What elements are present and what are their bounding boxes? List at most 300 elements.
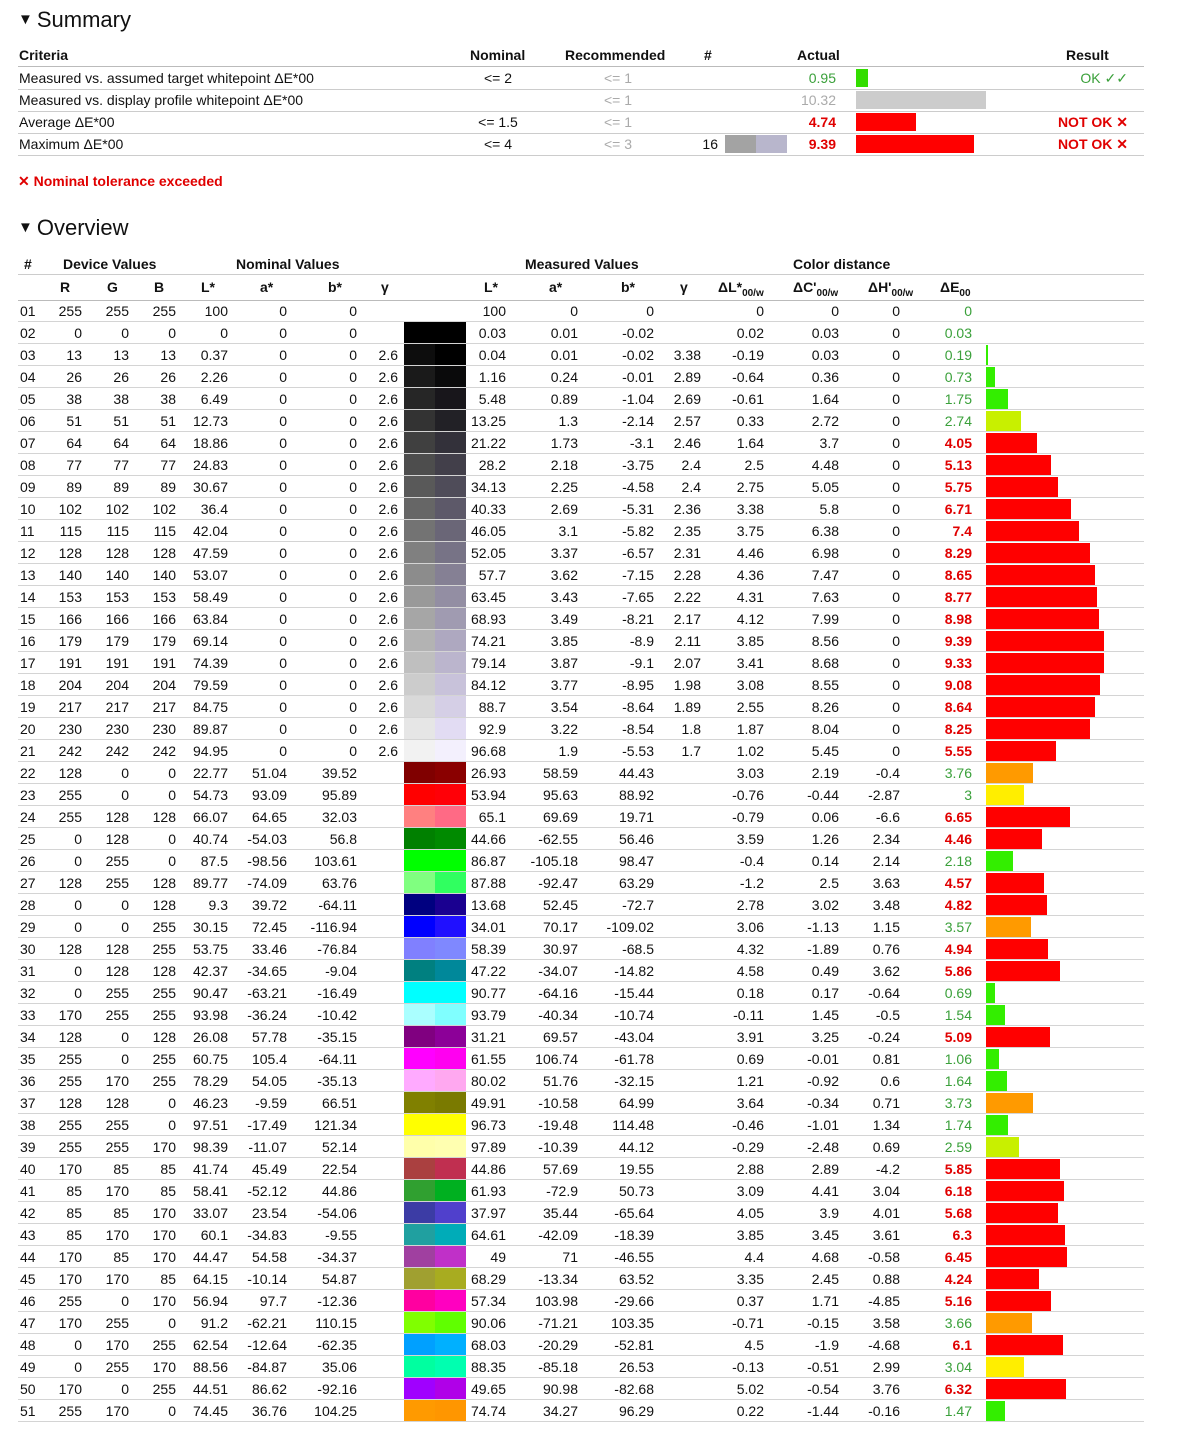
device-g: 255 xyxy=(105,985,129,1001)
measured-a: 0.89 xyxy=(550,391,578,407)
delta-c: -0.34 xyxy=(807,1095,839,1111)
nominal-a: 0 xyxy=(279,457,287,473)
measured-b: -72.7 xyxy=(622,897,654,913)
delta-c: 0.03 xyxy=(811,347,839,363)
summary-row xyxy=(18,111,1144,134)
nominal-l: 26.08 xyxy=(192,1029,228,1045)
measured-swatch xyxy=(435,894,466,915)
nominal-b: -64.11 xyxy=(318,1051,357,1067)
measured-b: -109.02 xyxy=(606,919,654,935)
nominal-gamma: 2.6 xyxy=(378,589,398,605)
delta-e-bar xyxy=(986,1291,1051,1311)
actual-bar xyxy=(856,113,916,131)
nominal-b: 32.03 xyxy=(321,809,357,825)
device-r: 0 xyxy=(74,919,82,935)
nominal-gamma: 2.6 xyxy=(378,479,398,495)
measured-gamma: 2.89 xyxy=(673,369,701,385)
delta-h: -0.24 xyxy=(868,1029,900,1045)
device-b: 170 xyxy=(152,1139,176,1155)
measured-l: 96.68 xyxy=(470,743,506,759)
patch-number: 13 xyxy=(20,567,36,583)
measured-l: 58.39 xyxy=(470,941,506,957)
device-g: 153 xyxy=(105,589,129,605)
delta-h: 3.48 xyxy=(872,897,900,913)
patch-number: 01 xyxy=(20,303,36,319)
measured-swatch xyxy=(435,872,466,893)
nominal-l: 24.83 xyxy=(192,457,228,473)
device-g: 0 xyxy=(121,1051,129,1067)
measured-a: 34.27 xyxy=(542,1403,578,1419)
measured-b: -7.15 xyxy=(622,567,654,583)
measured-l: 49.65 xyxy=(470,1381,506,1397)
table-row xyxy=(18,432,1144,454)
device-r: 89 xyxy=(66,479,82,495)
device-r: 179 xyxy=(58,633,82,649)
table-row xyxy=(18,520,1144,542)
delta-c: 3.25 xyxy=(811,1029,839,1045)
summary-title-text: Summary xyxy=(36,7,131,32)
nominal-l: 0.37 xyxy=(200,347,228,363)
delta-e-bar xyxy=(986,609,1099,629)
nominal-a: -9.59 xyxy=(255,1095,287,1111)
col-a: a* xyxy=(260,279,274,295)
col-ml: L* xyxy=(484,279,498,295)
measured-swatch xyxy=(435,586,466,607)
nominal-l: 42.04 xyxy=(192,523,228,539)
nominal-l: 93.98 xyxy=(192,1007,228,1023)
nominal-value: <= 2 xyxy=(483,70,513,86)
patch-number: 19 xyxy=(20,699,36,715)
result-value: NOT OK ✕ xyxy=(1057,136,1128,152)
measured-swatch xyxy=(435,784,466,805)
table-row xyxy=(18,982,1144,1004)
measured-b: -68.5 xyxy=(622,941,654,957)
delta-c: -0.54 xyxy=(807,1381,839,1397)
delta-c: 4.41 xyxy=(811,1183,839,1199)
patch-number: 40 xyxy=(20,1161,36,1177)
delta-c: 8.04 xyxy=(811,721,839,737)
delta-e-bar xyxy=(986,807,1070,827)
measured-b: -82.68 xyxy=(614,1381,654,1397)
measured-a: 3.49 xyxy=(550,611,578,627)
device-g: 128 xyxy=(105,545,129,561)
delta-l: 0.69 xyxy=(736,1051,764,1067)
delta-e: 3.66 xyxy=(944,1315,972,1331)
summary-row xyxy=(18,67,1144,90)
patch-number: 24 xyxy=(20,809,36,825)
nominal-l: 58.49 xyxy=(192,589,228,605)
delta-h: 3.62 xyxy=(872,963,900,979)
delta-e-bar xyxy=(986,763,1033,783)
nominal-a: 0 xyxy=(279,721,287,737)
nominal-a: 64.65 xyxy=(251,809,287,825)
delta-h: 0 xyxy=(892,523,900,539)
nominal-l: 42.37 xyxy=(192,963,228,979)
nominal-l: 12.73 xyxy=(192,413,228,429)
delta-e: 0.03 xyxy=(944,325,972,341)
device-r: 170 xyxy=(58,1381,82,1397)
patch-number: 33 xyxy=(20,1007,36,1023)
collapse-triangle-icon[interactable]: ▼ xyxy=(18,11,33,28)
delta-l: 4.05 xyxy=(736,1205,764,1221)
table-row xyxy=(18,960,1144,982)
nominal-gamma: 2.6 xyxy=(378,545,398,561)
device-r: 230 xyxy=(58,721,82,737)
measured-swatch xyxy=(435,1004,466,1025)
measured-b: -7.65 xyxy=(622,589,654,605)
delta-e: 6.45 xyxy=(944,1249,972,1265)
table-row xyxy=(18,894,1144,916)
delta-e-bar xyxy=(986,1313,1032,1333)
patch-number: 26 xyxy=(20,853,36,869)
device-r: 166 xyxy=(58,611,82,627)
patch-number: 38 xyxy=(20,1117,36,1133)
measured-l: 46.05 xyxy=(470,523,506,539)
measured-a: 30.97 xyxy=(542,941,578,957)
measured-a: 3.1 xyxy=(558,523,578,539)
delta-e-bar xyxy=(986,851,1013,871)
measured-a: 57.69 xyxy=(542,1161,578,1177)
device-r: 128 xyxy=(58,1029,82,1045)
measured-gamma: 2.4 xyxy=(681,479,701,495)
device-b: 128 xyxy=(152,963,176,979)
patch-number: 34 xyxy=(20,1029,36,1045)
nominal-b: 0 xyxy=(349,589,357,605)
patch-number: 14 xyxy=(20,589,36,605)
measured-swatch xyxy=(435,630,466,651)
delta-e: 3.76 xyxy=(944,765,972,781)
measured-a: 58.59 xyxy=(542,765,578,781)
device-b: 128 xyxy=(152,897,176,913)
delta-e: 2.74 xyxy=(944,413,972,429)
delta-e: 5.75 xyxy=(944,479,972,495)
measured-a: 95.63 xyxy=(542,787,578,803)
actual-bar xyxy=(856,91,986,109)
measured-l: 31.21 xyxy=(470,1029,506,1045)
measured-swatch xyxy=(435,828,466,849)
recommended-value: <= 1 xyxy=(603,70,633,86)
nominal-a: 0 xyxy=(279,413,287,429)
device-r: 255 xyxy=(58,1403,82,1419)
measured-gamma: 2.11 xyxy=(674,633,701,649)
col-dl: $\Delta L*_{00/w}$ xyxy=(718,279,764,299)
nominal-b: -64.11 xyxy=(318,897,357,913)
device-b: 170 xyxy=(152,1227,176,1243)
measured-swatch xyxy=(435,564,466,585)
measured-a: -42.09 xyxy=(538,1227,578,1243)
measured-swatch xyxy=(435,1334,466,1355)
table-row xyxy=(18,542,1144,564)
nominal-b: 56.8 xyxy=(329,831,357,847)
nominal-l: 84.75 xyxy=(192,699,228,715)
nominal-a: 23.54 xyxy=(251,1205,287,1221)
measured-b: -15.44 xyxy=(614,985,654,1001)
measured-b: -8.95 xyxy=(622,677,654,693)
table-row xyxy=(18,1136,1144,1158)
measured-l: 79.14 xyxy=(470,655,506,671)
nominal-b: 0 xyxy=(349,413,357,429)
device-b: 128 xyxy=(152,1029,176,1045)
measured-a: 0.01 xyxy=(550,325,578,341)
nominal-swatch xyxy=(404,1180,435,1201)
measured-l: 37.97 xyxy=(470,1205,506,1221)
table-row xyxy=(18,1092,1144,1114)
device-r: 255 xyxy=(58,1117,82,1133)
worst-measured-swatch xyxy=(756,135,787,153)
summary-row xyxy=(18,89,1144,112)
delta-e-bar xyxy=(986,1269,1039,1289)
nominal-b: -10.42 xyxy=(317,1007,357,1023)
delta-c: 0.17 xyxy=(811,985,839,1001)
nominal-l: 40.74 xyxy=(192,831,228,847)
measured-l: 13.25 xyxy=(470,413,506,429)
col-g: G xyxy=(107,279,118,295)
delta-c: 4.68 xyxy=(811,1249,839,1265)
measured-l: 44.86 xyxy=(470,1161,506,1177)
measured-swatch xyxy=(435,388,466,409)
measured-swatch xyxy=(435,1246,466,1267)
device-r: 170 xyxy=(58,1249,82,1265)
delta-e: 1.47 xyxy=(944,1403,972,1419)
table-row xyxy=(18,498,1144,520)
device-b: 64 xyxy=(160,435,176,451)
nominal-swatch xyxy=(404,1400,435,1421)
nominal-l: 33.07 xyxy=(192,1205,228,1221)
device-r: 85 xyxy=(66,1227,82,1243)
delta-c: -0.92 xyxy=(807,1073,839,1089)
delta-e: 4.46 xyxy=(944,831,972,847)
delta-l: -0.11 xyxy=(733,1007,764,1023)
device-b: 0 xyxy=(168,787,176,803)
measured-b: -8.64 xyxy=(622,699,654,715)
device-b: 179 xyxy=(152,633,176,649)
measured-gamma: 1.7 xyxy=(681,743,701,759)
table-row xyxy=(18,916,1144,938)
collapse-triangle-icon[interactable]: ▼ xyxy=(18,219,33,236)
delta-c: -0.51 xyxy=(807,1359,839,1375)
delta-e-bar xyxy=(986,389,1008,409)
nominal-gamma: 2.6 xyxy=(378,721,398,737)
measured-swatch xyxy=(435,1092,466,1113)
delta-e: 4.24 xyxy=(944,1271,972,1287)
delta-e: 4.94 xyxy=(944,941,972,957)
nominal-b: -54.06 xyxy=(317,1205,357,1221)
nominal-swatch xyxy=(404,1092,435,1113)
delta-l: 3.64 xyxy=(736,1095,764,1111)
nominal-value: <= 1.5 xyxy=(478,114,518,130)
nominal-value: <= 4 xyxy=(483,136,513,152)
patch-number: 51 xyxy=(20,1403,36,1419)
nominal-gamma: 2.6 xyxy=(378,435,398,451)
device-r: 255 xyxy=(58,1073,82,1089)
nominal-swatch xyxy=(404,960,435,981)
nominal-l: 44.51 xyxy=(192,1381,228,1397)
nominal-a: 0 xyxy=(279,479,287,495)
delta-e: 1.06 xyxy=(944,1051,972,1067)
delta-h: 0 xyxy=(892,479,900,495)
delta-h: 0 xyxy=(892,391,900,407)
measured-l: 34.01 xyxy=(470,919,506,935)
device-b: 89 xyxy=(160,479,176,495)
measured-l: 74.21 xyxy=(470,633,506,649)
delta-c: 2.89 xyxy=(811,1161,839,1177)
patch-number: 11 xyxy=(20,523,35,539)
delta-e-bar xyxy=(986,895,1047,915)
delta-e: 1.74 xyxy=(944,1117,972,1133)
table-row xyxy=(18,1026,1144,1048)
delta-c: 1.71 xyxy=(811,1293,839,1309)
nominal-gamma: 2.6 xyxy=(378,567,398,583)
nominal-gamma: 2.6 xyxy=(378,699,398,715)
delta-c: 1.45 xyxy=(811,1007,839,1023)
measured-gamma: 1.98 xyxy=(673,677,701,693)
measured-swatch xyxy=(435,1048,466,1069)
result-value: OK ✓✓ xyxy=(1080,70,1128,86)
overview-title[interactable] xyxy=(18,215,129,244)
patch-number: 39 xyxy=(20,1139,36,1155)
delta-e-bar xyxy=(986,939,1048,959)
measured-b: -18.39 xyxy=(614,1227,654,1243)
nominal-swatch xyxy=(404,586,435,607)
measured-swatch xyxy=(435,1290,466,1311)
nominal-a: 0 xyxy=(279,435,287,451)
device-b: 255 xyxy=(152,985,176,1001)
nominal-a: 86.62 xyxy=(251,1381,287,1397)
delta-e: 0 xyxy=(964,303,972,319)
criteria-text: Maximum ΔE*00 xyxy=(19,136,124,152)
delta-c: 0.03 xyxy=(811,325,839,341)
nominal-gamma: 2.6 xyxy=(378,413,398,429)
nominal-swatch xyxy=(404,784,435,805)
measured-b: 114.48 xyxy=(612,1117,654,1133)
delta-e: 6.71 xyxy=(944,501,972,517)
delta-c: 2.72 xyxy=(811,413,839,429)
device-g: 0 xyxy=(121,1381,129,1397)
device-g: 128 xyxy=(105,809,129,825)
measured-b: -65.64 xyxy=(614,1205,654,1221)
delta-h: 0 xyxy=(892,347,900,363)
delta-e: 8.65 xyxy=(944,567,972,583)
measured-b: 96.29 xyxy=(618,1403,654,1419)
actual-bar xyxy=(856,135,974,153)
device-r: 0 xyxy=(74,963,82,979)
delta-h: 0.81 xyxy=(872,1051,900,1067)
nominal-l: 88.56 xyxy=(192,1359,228,1375)
delta-c: 4.48 xyxy=(811,457,839,473)
col-b-star: b* xyxy=(328,279,342,295)
device-b: 255 xyxy=(152,919,176,935)
nominal-gamma: 2.6 xyxy=(378,677,398,693)
table-row xyxy=(18,608,1144,630)
measured-a: -92.47 xyxy=(538,875,578,891)
delta-c: -1.89 xyxy=(807,941,839,957)
delta-h: 3.58 xyxy=(872,1315,900,1331)
device-b: 153 xyxy=(152,589,176,605)
criteria-text: Measured vs. display profile whitepoint ΔE*00 xyxy=(19,92,304,108)
measured-b: 0 xyxy=(646,303,654,319)
delta-e: 5.68 xyxy=(944,1205,972,1221)
count-value: 16 xyxy=(702,136,718,152)
nominal-b: 0 xyxy=(349,699,357,715)
device-r: 0 xyxy=(74,1337,82,1353)
measured-swatch xyxy=(435,1026,466,1047)
delta-h: 0 xyxy=(892,655,900,671)
device-b: 255 xyxy=(152,1337,176,1353)
device-values-header: Device Values xyxy=(63,256,157,272)
delta-e-bar xyxy=(986,521,1079,541)
measured-a: 1.3 xyxy=(558,413,578,429)
measured-a: 3.87 xyxy=(550,655,578,671)
nominal-b: 22.54 xyxy=(321,1161,357,1177)
device-b: 38 xyxy=(160,391,176,407)
measured-b: -43.04 xyxy=(614,1029,654,1045)
nominal-swatch xyxy=(404,1114,435,1135)
delta-h: 0 xyxy=(892,501,900,517)
measured-b: 50.73 xyxy=(618,1183,654,1199)
measured-l: 100 xyxy=(482,303,506,319)
device-b: 204 xyxy=(152,677,176,693)
measured-gamma: 2.17 xyxy=(673,611,701,627)
nominal-gamma: 2.6 xyxy=(378,457,398,473)
patch-number: 41 xyxy=(20,1183,36,1199)
device-r: 13 xyxy=(66,347,82,363)
patch-number: 44 xyxy=(20,1249,36,1265)
summary-title[interactable] xyxy=(18,7,131,36)
criteria-text: Measured vs. assumed target whitepoint ΔE*00 xyxy=(19,70,314,86)
nominal-swatch xyxy=(404,1158,435,1179)
device-g: 217 xyxy=(105,699,129,715)
measured-gamma: 2.69 xyxy=(673,391,701,407)
device-b: 170 xyxy=(152,1293,176,1309)
nominal-b: 0 xyxy=(349,743,357,759)
device-g: 128 xyxy=(105,831,129,847)
delta-e: 3 xyxy=(964,787,972,803)
device-g: 128 xyxy=(105,941,129,957)
delta-e: 0.73 xyxy=(944,369,972,385)
delta-h: 0 xyxy=(892,611,900,627)
measured-swatch xyxy=(435,1312,466,1333)
device-g: 255 xyxy=(105,1315,129,1331)
device-g: 255 xyxy=(105,303,129,319)
measured-a: 3.22 xyxy=(550,721,578,737)
delta-h: 2.14 xyxy=(872,853,900,869)
measured-gamma: 2.07 xyxy=(673,655,701,671)
delta-e: 3.73 xyxy=(944,1095,972,1111)
measured-l: 34.13 xyxy=(470,479,506,495)
measured-a: -20.29 xyxy=(538,1337,578,1353)
measured-a: -64.16 xyxy=(538,985,578,1001)
nominal-l: 60.1 xyxy=(200,1227,228,1243)
device-r: 242 xyxy=(58,743,82,759)
measured-gamma: 2.4 xyxy=(681,457,701,473)
delta-e-bar xyxy=(986,543,1090,563)
nominal-b: 104.25 xyxy=(314,1403,357,1419)
delta-e-bar xyxy=(986,1401,1005,1421)
delta-h: 0.69 xyxy=(872,1139,900,1155)
measured-l: 68.29 xyxy=(470,1271,506,1287)
measured-b: 19.71 xyxy=(618,809,654,825)
measured-b: 98.47 xyxy=(618,853,654,869)
delta-c: 0.06 xyxy=(811,809,839,825)
measured-gamma: 1.89 xyxy=(673,699,701,715)
nominal-swatch xyxy=(404,476,435,497)
measured-l: 47.22 xyxy=(470,963,506,979)
nominal-swatch xyxy=(404,894,435,915)
delta-e-bar xyxy=(986,411,1021,431)
nominal-b: 0 xyxy=(349,457,357,473)
measured-swatch xyxy=(435,982,466,1003)
measured-l: 49 xyxy=(490,1249,506,1265)
